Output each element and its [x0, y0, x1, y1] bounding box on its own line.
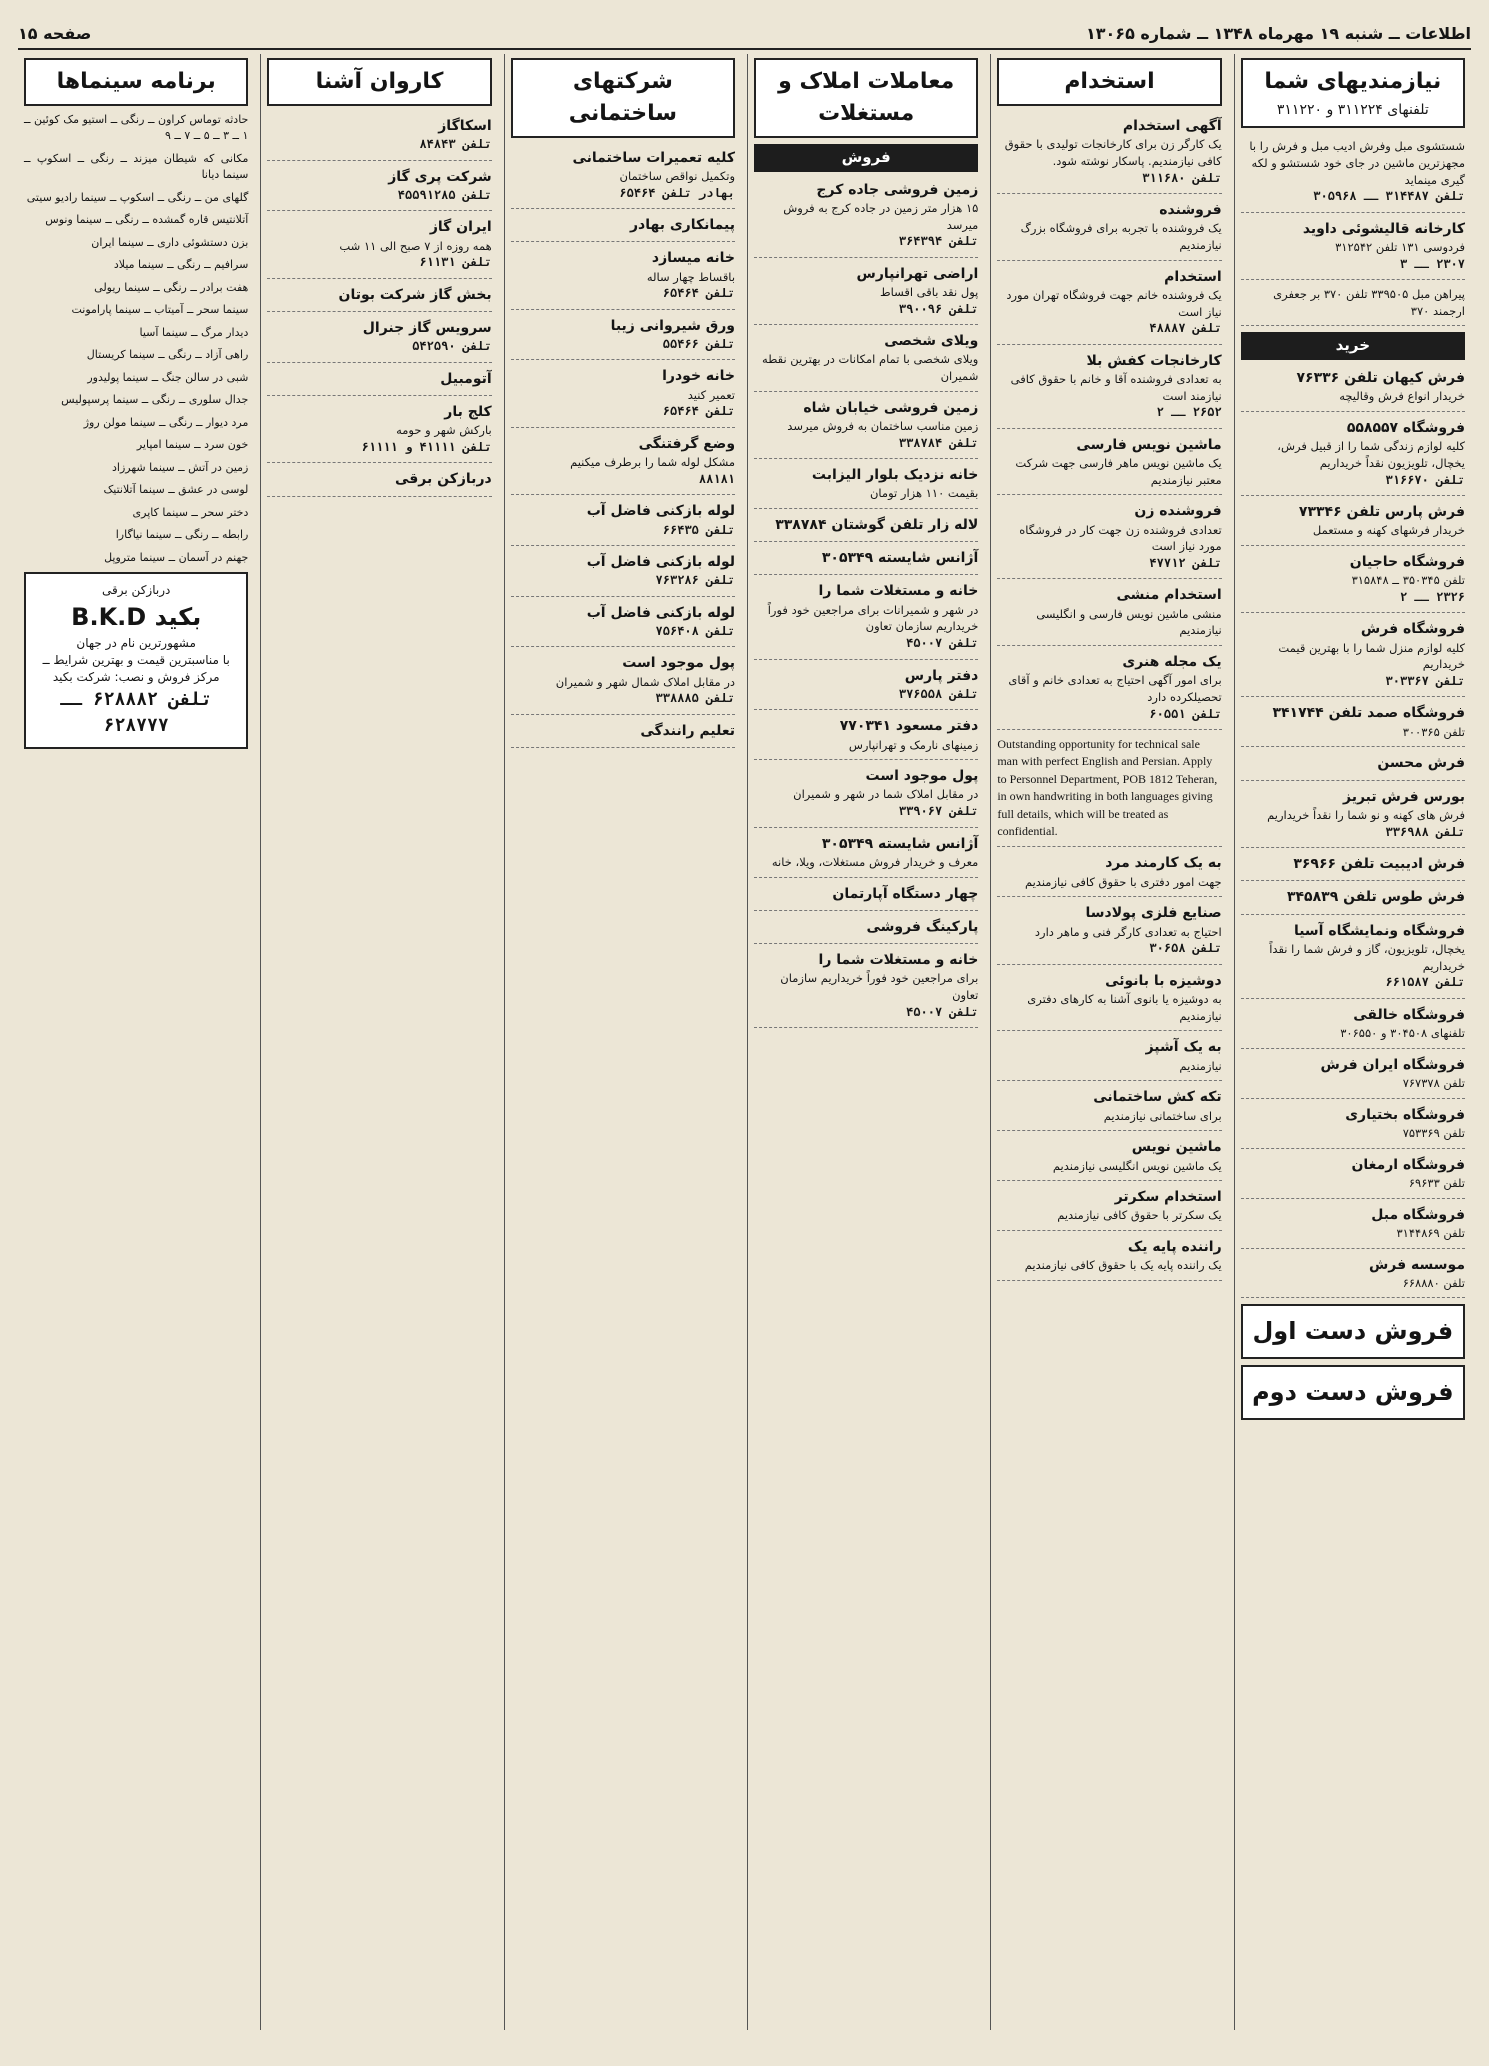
classified-ad — [511, 244, 735, 309]
ad-title: شرکت پری گاز — [388, 168, 492, 185]
ad-title: استخدام — [1164, 268, 1222, 285]
cinema-listing: شبی در سالن جنگ ــ سینما پولیدور — [87, 370, 249, 384]
classified-ad — [1241, 883, 1465, 914]
classified-ad — [754, 461, 978, 509]
ad-title: آگهی استخدام — [1122, 117, 1222, 134]
classified-ad — [1241, 414, 1465, 496]
cinema-listing: گلهای من ــ رنگی ــ اسکوپ ــ سینما رادیو سیتی — [26, 190, 249, 204]
bkd-ad-body: با مناسبترین قیمت و بهترین شرایط ــ مرکز فروش و نصب: شرکت بکید — [42, 652, 230, 685]
ad-body: برای امور آگهی احتیاج به تعدادی خانم و آقای تحصیلکرده دارد — [1008, 673, 1222, 704]
classified-ad — [511, 548, 735, 597]
classified-ad — [511, 717, 735, 748]
classified-ad — [1241, 850, 1465, 881]
ad-body: بقیمت ۱۱۰ هزار تومان — [869, 486, 979, 501]
ad-phone: تلفن ۴۱۱۱۱ و ۶۱۱۱۱ — [361, 439, 492, 454]
ad-body: در مقابل املاک شما در شهر و شمیران — [793, 787, 979, 802]
classified-ad — [267, 314, 491, 363]
ad-title: فروشگاه خالقی — [1353, 1006, 1465, 1023]
ad-body: تلفن ۶۹۶۳۳ — [1408, 1175, 1465, 1190]
ad-title: پارکینگ فروشی — [866, 918, 979, 935]
ad-body: تلفنهای ۳۰۴۵۰۸ و ۳۰۶۵۵۰ — [1340, 1025, 1465, 1040]
classified-ad — [997, 431, 1221, 496]
ad-title: پیمانکاری بهادر — [629, 217, 736, 234]
ad-title: صنایع فلزی پولادسا — [1085, 905, 1222, 922]
section-title: کاروان آشنا — [315, 69, 444, 94]
classified-ad — [754, 260, 978, 325]
ad-phone: تلفن ۸۴۸۴۳ — [419, 137, 492, 152]
classified-ad — [754, 327, 978, 392]
cinema-listing: دختر سحر ــ سینما کاپری — [132, 505, 249, 519]
ad-title: فروشگاه بختیاری — [1345, 1106, 1465, 1123]
ad-phone: تلفن ۳۱۴۴۸۷ ــ ۳۰۵۹۶۸ — [1313, 189, 1465, 204]
section-phones: تلفنهای ۳۱۱۲۲۴ و ۳۱۱۲۲۰ — [1276, 101, 1429, 118]
ad-body: به دوشیزه یا بانوی آشنا به کارهای دفتری نیازمندیم — [1027, 991, 1222, 1023]
ad-body: احتیاج به تعدادی کارگر فنی و ماهر دارد — [1034, 924, 1222, 939]
section-header-gas — [267, 58, 491, 106]
classified-ad — [1241, 282, 1465, 326]
ad-phone: تلفن ۳۱۶۶۷۰ — [1385, 472, 1465, 487]
classified-ad — [754, 946, 978, 1028]
dastdovom-title: فروش دست دوم — [1252, 1378, 1454, 1407]
classified-ad — [997, 347, 1221, 429]
classified-ad — [1241, 749, 1465, 780]
classified-ad — [1241, 498, 1465, 546]
ad-body: خریدار فرشهای کهنه و مستعمل — [1312, 523, 1465, 538]
ad-title: زمین فروشی خیابان شاه — [803, 399, 979, 416]
ad-phone: تلفن ۵۵۴۶۶ — [662, 337, 736, 352]
cinema-listing: لوسی در عشق ــ سینما آتلانتیک — [103, 483, 249, 497]
ad-body: باقساط چهار ساله — [646, 269, 736, 284]
ad-body: پیراهن مبل ۳۳۹۵۰۵ تلفن ۳۷۰ بر جعفری ارجمند ۳۷۰ — [1273, 286, 1465, 318]
classified-ad — [267, 213, 491, 278]
classified-ad — [1241, 1151, 1465, 1199]
ad-title: فروشگاه ایران فرش — [1320, 1056, 1465, 1073]
ad-phone: تلفن ۳۳۹۰۶۷ — [898, 804, 979, 819]
classified-ad — [1241, 1201, 1465, 1249]
ad-title: کارخانه قالیشوئی داوید — [1302, 220, 1465, 237]
ad-body: به تعدادی فروشنده آقا و خانم با حقوق کافی نیازمند است — [1010, 371, 1222, 403]
ad-title: خانه خودرا — [662, 368, 736, 385]
section-title: برنامه سینماها — [56, 69, 216, 94]
ad-body: یخچال، تلویزیون، گاز و فرش شما را نقداً خریداریم — [1269, 941, 1465, 973]
ad-title: دوشیزه با بانوئی — [1105, 972, 1222, 989]
dastdovom-box — [1241, 1365, 1465, 1420]
classified-ad — [511, 362, 735, 427]
classified-ad — [1241, 699, 1465, 747]
classified-ad — [997, 1183, 1221, 1231]
classified-ad — [997, 581, 1221, 646]
classified-ad — [997, 849, 1221, 897]
section-header-real-estate — [754, 58, 978, 138]
classified-ad — [511, 144, 735, 209]
column-real-estate — [747, 54, 984, 2030]
ad-body: خریدار انواع فرش وقالیچه — [1339, 389, 1465, 404]
ad-body: برای مراجعین خود فوراً خریداریم سازمان تعاون — [780, 971, 979, 1003]
issue-info: اطلاعات ــ شنبه ۱۹ مهرماه ۱۳۴۸ ــ شماره ۱۳۰۶۵ — [1086, 23, 1471, 43]
ad-body: تعمیر کنید — [687, 387, 736, 402]
classified-ad — [754, 176, 978, 258]
classified-ad — [1241, 1101, 1465, 1149]
ad-phone: تلفن ۶۱۱۳۱ — [419, 255, 492, 270]
classified-ad — [997, 899, 1221, 964]
column-employment — [990, 54, 1227, 2030]
ad-body: ۱۵ هزار متر زمین در جاده کرج به فروش میرسد — [783, 200, 979, 232]
ad-title: فرش محسن — [1377, 755, 1465, 772]
section-header-construction — [511, 58, 735, 138]
ad-phone: تلفن ۶۶۴۳۵ — [662, 522, 736, 537]
section-forush: فروش — [754, 144, 978, 172]
cinema-listing: خون سرد ــ سینما امپایر — [136, 438, 249, 452]
bkd-ad-title: دربازکن برقی — [102, 583, 171, 598]
section-header-employment — [997, 58, 1221, 106]
ad-body: ویلای شخصی با تمام امکانات در بهترین نقطه شمیران — [762, 352, 979, 383]
bkd-ad — [24, 572, 248, 749]
ad-phone: ۸۸۱۸۱ — [698, 471, 736, 486]
ad-body: تعدادی فروشنده زن جهت کار در فروشگاه مورد نیاز است — [1019, 522, 1222, 554]
ad-title: ماشین نویس — [1131, 1139, 1222, 1156]
cinema-listing: سینما سحر ــ آمیتاب ــ سینما پارامونت — [71, 303, 249, 317]
ad-body: یک ماشین نویس انگلیسی نیازمندیم — [1052, 1158, 1222, 1173]
ad-body: یک فروشنده با تجربه برای فروشگاه بزرگ نیازمندیم — [1020, 221, 1222, 252]
ad-title: استخدام منشی — [1116, 587, 1222, 604]
ad-body: برای ساختمانی نیازمندیم — [1103, 1108, 1222, 1123]
ad-body: کلیه لوازم زندگی شما را از قبیل فرش، یخچال، تلویزیون نقداً خریداریم — [1277, 439, 1465, 470]
ad-title: دفتر پارس — [904, 667, 979, 684]
classified-ad — [997, 497, 1221, 579]
section-title: معاملات املاک و مستغلات — [778, 69, 955, 126]
ad-title: کلج بار — [444, 403, 492, 420]
ad-body: نیازمندیم — [1179, 1058, 1222, 1073]
classified-ad — [997, 263, 1221, 345]
ad-title: ورق شیروانی زیبا — [610, 317, 736, 334]
ad-phone: تلفن ۴۵۰۰۷ — [906, 636, 979, 651]
ad-title: پول موجود است — [865, 768, 979, 785]
classified-ad — [997, 648, 1221, 730]
classified-ad — [997, 196, 1221, 261]
classified-ad — [754, 762, 978, 827]
ad-title: لوله بازکنی فاضل آب — [586, 604, 736, 621]
cinema-listing: راهی آزاد ــ رنگی ــ سینما کریستال — [86, 348, 249, 362]
ad-phone: تلفن ۷۵۶۴۰۸ — [655, 623, 736, 638]
ad-title: موسسه فرش — [1368, 1256, 1465, 1273]
classified-ad — [754, 662, 978, 711]
ad-body: معرف و خریدار فروش مستغلات، ویلا، خانه — [771, 854, 979, 869]
ad-title: خانه نزدیک بلوار الیزابت — [811, 466, 979, 483]
ad-body: جهت امور دفتری با حقوق کافی نیازمندیم — [1024, 874, 1222, 889]
ad-title: آژانس شایسته ۳۰۵۳۴۹ — [821, 550, 979, 567]
page-number: صفحه ۱۵ — [18, 23, 92, 43]
ad-title: لاله زار تلفن گوشتان ۳۳۸۷۸۴ — [775, 516, 979, 533]
ad-phone: تلفن ۶۵۴۶۴ — [662, 286, 736, 301]
ad-title: ماشین نویس فارسی — [1076, 436, 1222, 453]
ad-title: فروشگاه مبل — [1371, 1206, 1465, 1223]
classified-ad — [1241, 364, 1465, 412]
ad-phone: تلفن ۶۰۵۵۱ — [1149, 706, 1222, 721]
ad-body: زمین مناسب ساختمان به فروش میرسد — [787, 418, 979, 433]
classified-ad — [997, 1033, 1221, 1081]
classified-ad — [997, 967, 1221, 1032]
ad-body: تلفن ۳۱۴۴۸۶۹ — [1396, 1225, 1465, 1240]
ad-phone: ۲۳۲۶ ــ ۲ — [1399, 589, 1465, 604]
ad-phone: تلفن ۶۶۱۵۸۷ — [1385, 975, 1465, 990]
classified-ad — [754, 511, 978, 542]
classified-ad — [511, 497, 735, 546]
column-gas — [260, 54, 497, 2030]
ad-title: ویلای شخصی — [884, 332, 979, 349]
classified-ad — [511, 430, 735, 495]
ad-body: یک ماشین نویس ماهر فارسی جهت شرکت معتبر نیازمندیم — [1015, 455, 1222, 487]
ad-phone: تلفن ۳۹۰۰۹۶ — [898, 301, 979, 316]
classified-ad — [997, 732, 1221, 847]
cinema-listing: جهنم در آسمان ــ سینما متروپل — [104, 550, 249, 564]
cinema-listing: هفت برادر ــ رنگی ــ سینما ریولی — [94, 280, 249, 294]
cinema-listing: بزن دستشوئی داری ــ سینما ایران — [91, 235, 249, 249]
cinema-listing: حادثه توماس کراون ــ رنگی ــ استیو مک کوئین ــ ۱ ــ ۳ ــ ۵ ــ ۷ ــ ۹ — [24, 112, 249, 143]
cinema-listing: مکانی که شیطان میزند ــ رنگی ــ اسکوپ ــ سینما دیانا — [24, 151, 249, 182]
classified-ad — [1241, 215, 1465, 280]
columns — [18, 54, 1471, 2030]
ad-title: خانه میسازد — [651, 250, 736, 267]
cinema-listing: رابطه ــ رنگی ــ سینما نیاگارا — [115, 528, 249, 542]
classified-ad — [1241, 1001, 1465, 1049]
classified-ad — [1241, 548, 1465, 613]
ad-title: تکه کش ساختمانی — [1093, 1089, 1222, 1106]
ad-phone: ۲۳۰۷ ــ ۳ — [1399, 256, 1465, 271]
classified-ad — [267, 365, 491, 396]
page-header — [18, 18, 1471, 50]
ad-title: یک مجله هنری — [1122, 653, 1222, 670]
classified-ad — [267, 163, 491, 212]
ad-title: کلیه تعمیرات ساختمانی — [572, 149, 736, 166]
ad-title: فرش ادیبیت تلفن ۳۶۹۶۶ — [1293, 856, 1465, 873]
ad-title: زمین فروشی جاده کرج — [816, 181, 979, 198]
ad-body: در شهر و شمیرانات برای مراجعین خود فوراً خریداریم سازمان تعاون — [767, 602, 979, 634]
ad-body: در مقابل املاک شمال شهر و شمیران — [555, 674, 736, 689]
classified-ad — [267, 281, 491, 312]
ad-body: منشی ماشین نویس فارسی و انگلیسی نیازمندیم — [1036, 606, 1222, 638]
ad-body: تلفن ۷۵۳۳۶۹ — [1402, 1125, 1465, 1140]
column-construction — [504, 54, 741, 2030]
ad-body: وتکمیل نواقص ساختمان — [619, 169, 736, 184]
ad-title: ایران گاز — [429, 219, 492, 236]
ad-body: یک فروشنده خانم جهت فروشگاه تهران مورد نیاز است — [1006, 287, 1222, 319]
ad-title: فروشگاه ونمایشگاه آسیا — [1293, 922, 1465, 939]
section-title: شرکتهای ساختمانی — [568, 69, 677, 126]
ad-title: راننده پایه یک — [1127, 1239, 1222, 1256]
bkd-ad-phone: تلفن ۶۲۸۸۸۲ ــ ۶۲۸۷۷۷ — [60, 688, 213, 736]
ad-title: فروشگاه صمد تلفن ۳۴۱۷۴۴ — [1272, 705, 1465, 722]
column-cinema — [18, 54, 254, 2030]
classified-ad — [754, 577, 978, 659]
ad-body: کلیه لوازم منزل شما را با بهترین قیمت خریداریم — [1278, 640, 1465, 672]
cinema-listing: جدال سلوری ــ رنگی ــ سینما پرسپولیس — [61, 393, 249, 407]
classified-ad — [1241, 917, 1465, 999]
classified-ad — [997, 1133, 1221, 1181]
ad-body: بارکش شهر و حومه — [396, 423, 492, 438]
section-header-cinema — [24, 58, 248, 106]
column-needs — [1234, 54, 1471, 2030]
cinema-listing: سرافیم ــ رنگی ــ سینما میلاد — [113, 258, 249, 272]
classified-ad — [511, 649, 735, 714]
cinema-listing: آتلانتیس قاره گمشده ــ رنگی ــ سینما ونوس — [45, 213, 249, 227]
ad-phone: تلفن ۷۶۳۲۸۶ — [655, 573, 736, 588]
ad-title: فرش پارس تلفن ۷۳۳۴۶ — [1298, 504, 1465, 521]
ad-title: به یک کارمند مرد — [1105, 855, 1222, 872]
classified-ad — [511, 211, 735, 242]
classified-ad — [1241, 615, 1465, 697]
ad-body: تلفن ۷۶۷۳۷۸ — [1402, 1075, 1465, 1090]
ad-title: پول موجود است — [622, 655, 736, 672]
ad-title: بخش گاز شرکت بوتان — [338, 286, 492, 303]
cinema-listing: مرد دیوار ــ رنگی ــ سینما مولن روژ — [83, 415, 249, 429]
ad-body: مشکل لوله شما را برطرف میکنیم — [570, 455, 736, 470]
classified-ad — [267, 112, 491, 161]
ad-title: کارخانجات کفش بلا — [1086, 352, 1222, 369]
classified-ad — [511, 599, 735, 648]
ad-title: بورس فرش تبریز — [1342, 788, 1465, 805]
ad-phone: تلفن ۳۳۸۸۸۵ — [655, 691, 736, 706]
newspaper-page — [18, 18, 1471, 2030]
classified-ad — [1241, 1051, 1465, 1099]
classified-ad — [754, 394, 978, 459]
ad-title: سرویس گاز جنرال — [362, 319, 492, 336]
ad-title: فروشگاه فرش — [1360, 621, 1465, 638]
ad-body: Outstanding opportunity for technical sale man with perfect English and Persian. Apply to Personnel Department, POB 1812 Teheran, in own handwriting in both languages giving full details, which will be treated as confidential. — [997, 736, 1218, 838]
cinema-listing: دیدار مرگ ــ سینما آسیا — [139, 325, 249, 339]
ad-phone: تلفن ۴۵۵۹۱۲۸۵ — [397, 187, 492, 202]
ad-phone: بهادر تلفن ۶۵۴۶۴ — [619, 185, 736, 200]
ad-title: فروشگاه ۵۵۸۵۵۷ — [1346, 420, 1465, 437]
classified-ad — [754, 880, 978, 911]
ad-body: فردوسی ۱۳۱ تلفن ۳۱۲۵۴۲ — [1335, 239, 1465, 254]
classified-ad — [267, 465, 491, 496]
classified-ad — [1241, 783, 1465, 848]
dastavol-title: فروش دست اول — [1252, 1317, 1454, 1346]
ad-title: فروشنده — [1159, 201, 1222, 218]
ad-title: به یک آشپز — [1145, 1039, 1222, 1056]
ad-phone: تلفن ۴۷۷۱۲ — [1149, 555, 1222, 570]
classified-ad — [1241, 1251, 1465, 1299]
classified-ad — [754, 830, 978, 878]
ad-phone: تلفن ۳۳۸۷۸۴ — [898, 435, 979, 450]
ad-title: استخدام سکرتر — [1114, 1189, 1222, 1206]
ad-body: شستشوی مبل وفرش ادیب مبل و فرش را با مجهزترین ماشین در جای خود شستشو و لکه گیری مینماید — [1249, 139, 1465, 187]
ad-phone: ۲۶۵۲ ــ ۲ — [1156, 405, 1222, 420]
ad-body: یک راننده پایه یک با حقوق کافی نیازمندیم — [1024, 1258, 1222, 1273]
ad-body: یک سکرتر با حقوق کافی نیازمندیم — [1057, 1208, 1222, 1223]
classified-ad — [267, 398, 491, 463]
ad-title: لوله بازکنی فاضل آب — [586, 503, 736, 520]
section-title: استخدام — [1064, 69, 1155, 94]
classified-ad — [754, 712, 978, 760]
ad-body: تلفن ۳۵۰۳۴۵ ــ ۳۱۵۸۴۸ — [1351, 573, 1465, 588]
section-header-needs — [1241, 58, 1465, 128]
ad-phone: تلفن ۵۴۲۵۹۰ — [412, 339, 492, 354]
ad-title: لوله بازکنی فاضل آب — [586, 553, 736, 570]
bkd-ad-brand: بکید B.K.D — [71, 602, 202, 631]
ad-title: فرش طوس تلفن ۳۴۵۸۳۹ — [1286, 889, 1465, 906]
ad-phone: تلفن ۴۸۸۸۷ — [1149, 321, 1222, 336]
ad-body: فرش های کهنه و نو شما را نقداً خریداریم — [1267, 807, 1465, 822]
bkd-ad-sub: مشهورترین نام در جهان — [76, 635, 196, 650]
cinema-listing: زمین در آتش ــ سینما شهرزاد — [111, 460, 249, 474]
ad-title: خانه و مستغلات شما را — [818, 952, 979, 969]
ad-title: فروشنده زن — [1134, 503, 1222, 520]
ad-title: تعلیم رانندگی — [640, 722, 736, 739]
ad-title: اراضی تهرانپارس — [856, 265, 979, 282]
ad-phone: تلفن ۳۰۶۵۸ — [1149, 941, 1222, 956]
ad-body: زمینهای نارمک و تهرانپارس — [848, 737, 979, 752]
section-kharid: خرید — [1241, 332, 1465, 360]
ad-phone: تلفن ۳۶۴۳۹۴ — [898, 234, 979, 249]
ad-phone: تلفن ۳۱۱۶۸۰ — [1142, 170, 1222, 185]
ad-phone: تلفن ۳۰۳۳۶۷ — [1385, 674, 1465, 689]
ad-phone: تلفن ۶۵۴۶۴ — [662, 404, 736, 419]
ad-title: فروشگاه ارمغان — [1351, 1156, 1465, 1173]
classified-ad — [1241, 134, 1465, 212]
classified-ad — [754, 913, 978, 944]
classified-ad — [997, 1083, 1221, 1131]
ad-title: آتومبیل — [440, 370, 492, 387]
ad-title: فرش کیهان تلفن ۷۶۳۳۶ — [1296, 370, 1465, 387]
ad-body: همه روزه از ۷ صبح الی ۱۱ شب — [339, 238, 492, 253]
dastavol-box — [1241, 1304, 1465, 1359]
ad-phone: تلفن ۳۳۶۹۸۸ — [1385, 824, 1465, 839]
classified-ad — [754, 544, 978, 575]
ad-title: آژانس شایسته ۳۰۵۳۴۹ — [821, 835, 979, 852]
classified-ad — [511, 312, 735, 361]
ad-phone: تلفن ۴۵۰۰۷ — [906, 1004, 979, 1019]
section-title: نیازمندیهای شما — [1264, 69, 1442, 94]
ad-body: پول نقد باقی اقساط — [879, 284, 979, 299]
ad-title: وضع گرفتنگی — [638, 435, 736, 452]
ad-title: چهار دستگاه آپارتمان — [832, 885, 979, 902]
ad-body: تلفن ۶۶۸۸۸۰ — [1402, 1275, 1465, 1290]
ad-title: دربازکن برقی — [394, 471, 492, 488]
ad-title: دفتر مسعود ۷۷۰۳۴۱ — [839, 718, 979, 735]
ad-body: تلفن ۳۰۰۳۶۵ — [1402, 724, 1465, 739]
ad-title: خانه و مستغلات شما را — [818, 583, 979, 600]
cinema-program — [24, 112, 248, 567]
ad-body: یک کارگر زن برای کارخانجات تولیدی با حقوق کافی نیازمندیم. پاسکار نوشته شود. — [1004, 137, 1222, 168]
classified-ad — [997, 112, 1221, 194]
ad-phone: تلفن ۳۷۶۵۵۸ — [898, 686, 979, 701]
ad-title: اسکاگاز — [438, 117, 492, 134]
ad-title: فروشگاه حاجیان — [1349, 554, 1465, 571]
classified-ad — [997, 1233, 1221, 1281]
